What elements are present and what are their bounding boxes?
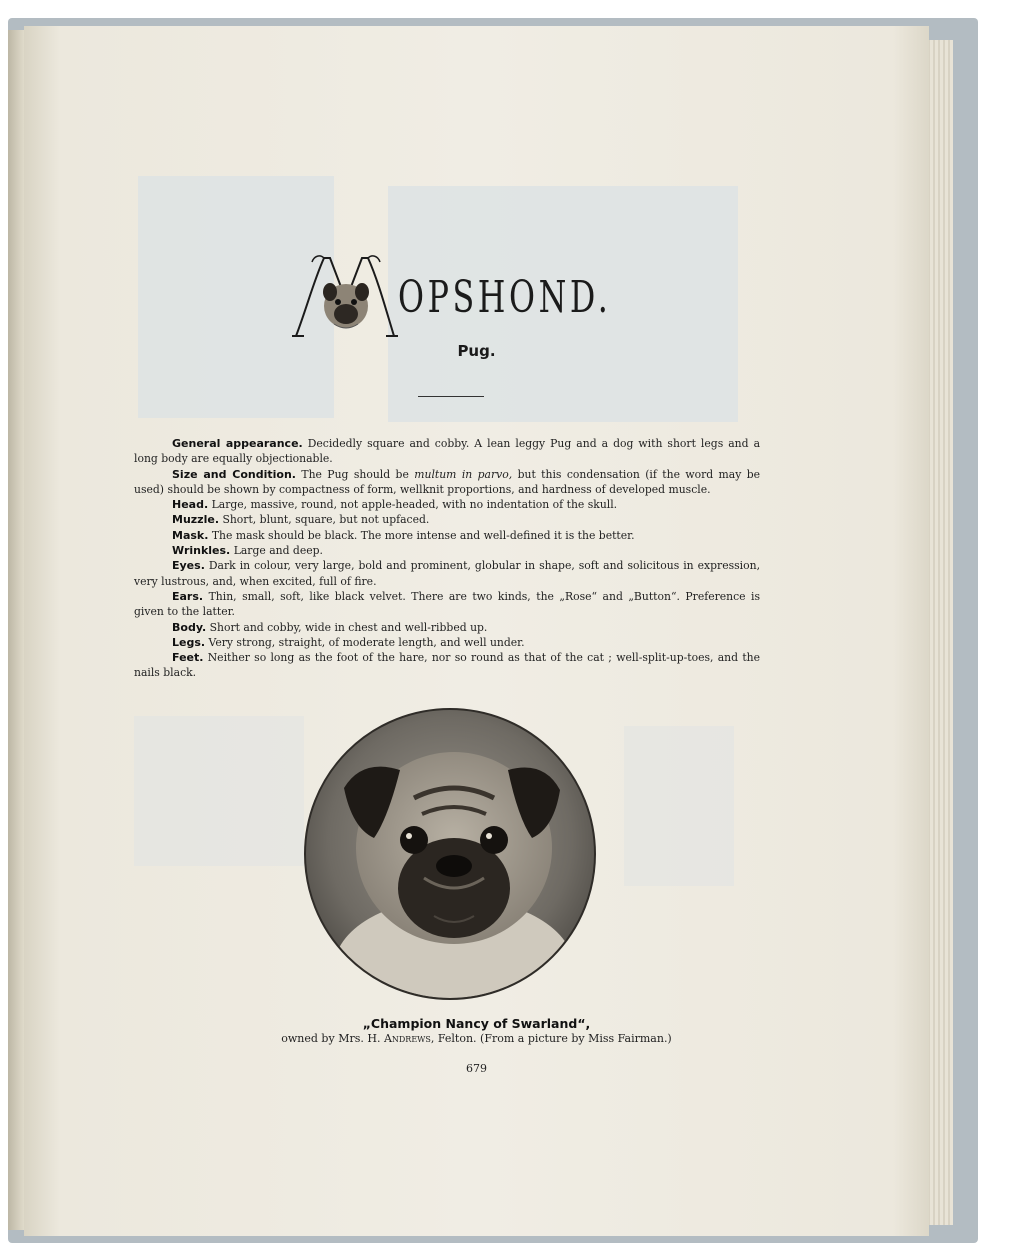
caption-rest: , Felton. (From a picture by Miss Fairman.) (430, 1032, 672, 1045)
standard-italic: multum in parvo, (414, 467, 513, 481)
standard-text: but this condensation (if the word may be used) should be shown by compactness of form, wellknit proportions, and hardness of developed muscle. (134, 467, 761, 496)
standard-text: Very strong, straight, of moderate length, and well under. (208, 635, 525, 649)
standard-text: Decidedly square and cobby. A lean leggy Pug and a dog with short legs and a long body are equally objectionable. (134, 437, 761, 466)
title-text: OPSHOND. (398, 272, 612, 323)
caption-owner-name: Andrews (383, 1032, 431, 1045)
standard-term: Mask. (172, 528, 209, 542)
standard-text: Short, blunt, square, but not upfaced. (222, 513, 430, 527)
standard-term: General appearance. (172, 437, 303, 450)
standard-text: Large and deep. (233, 544, 323, 558)
standard-text: The mask should be black. The more intense and well-defined it is the better. (211, 528, 635, 542)
standard-text: Short and cobby, wide in chest and well-ribbed up. (209, 620, 488, 634)
standard-term: Size and Condition. (172, 467, 296, 481)
standard-text: Dark in colour, very large, bold and prominent, globular in shape, soft and solicitous in expression, very lustrous, and, when excited, full of fire. (134, 559, 761, 588)
subtitle: Pug. (457, 342, 496, 360)
standard-text: Large, massive, round, not apple-headed, with no indentation of the skull. (211, 498, 618, 512)
standard-term: Ears. (172, 589, 204, 603)
standard-text: The Pug should be (301, 467, 409, 481)
standard-term: Head. (172, 498, 209, 512)
standard-term: Wrinkles. (172, 544, 231, 558)
standard-text: Neither so long as the foot of the hare, nor so round as that of the cat ; well-split-up-toes, and the nails black. (134, 651, 761, 680)
standard-term: Eyes. (172, 559, 205, 573)
standard-term: Feet. (172, 651, 204, 665)
standard-term: Body. (172, 620, 207, 634)
caption-column (24, 0, 929, 1260)
caption-owned-by: owned by Mrs. H. (281, 1032, 381, 1045)
standard-term: Legs. (172, 635, 206, 649)
standard-term: Muzzle. (172, 513, 219, 527)
caption-title: „Champion Nancy of Swarland“, (362, 1016, 591, 1031)
caption-owner (24, 1032, 929, 1045)
standard-text: Thin, small, soft, like black velvet. There are two kinds, the „Rose“ and „Button“. Preference is given to the latter. (134, 589, 761, 619)
page-number: 679 (466, 1062, 487, 1075)
page-edges (925, 40, 953, 1225)
